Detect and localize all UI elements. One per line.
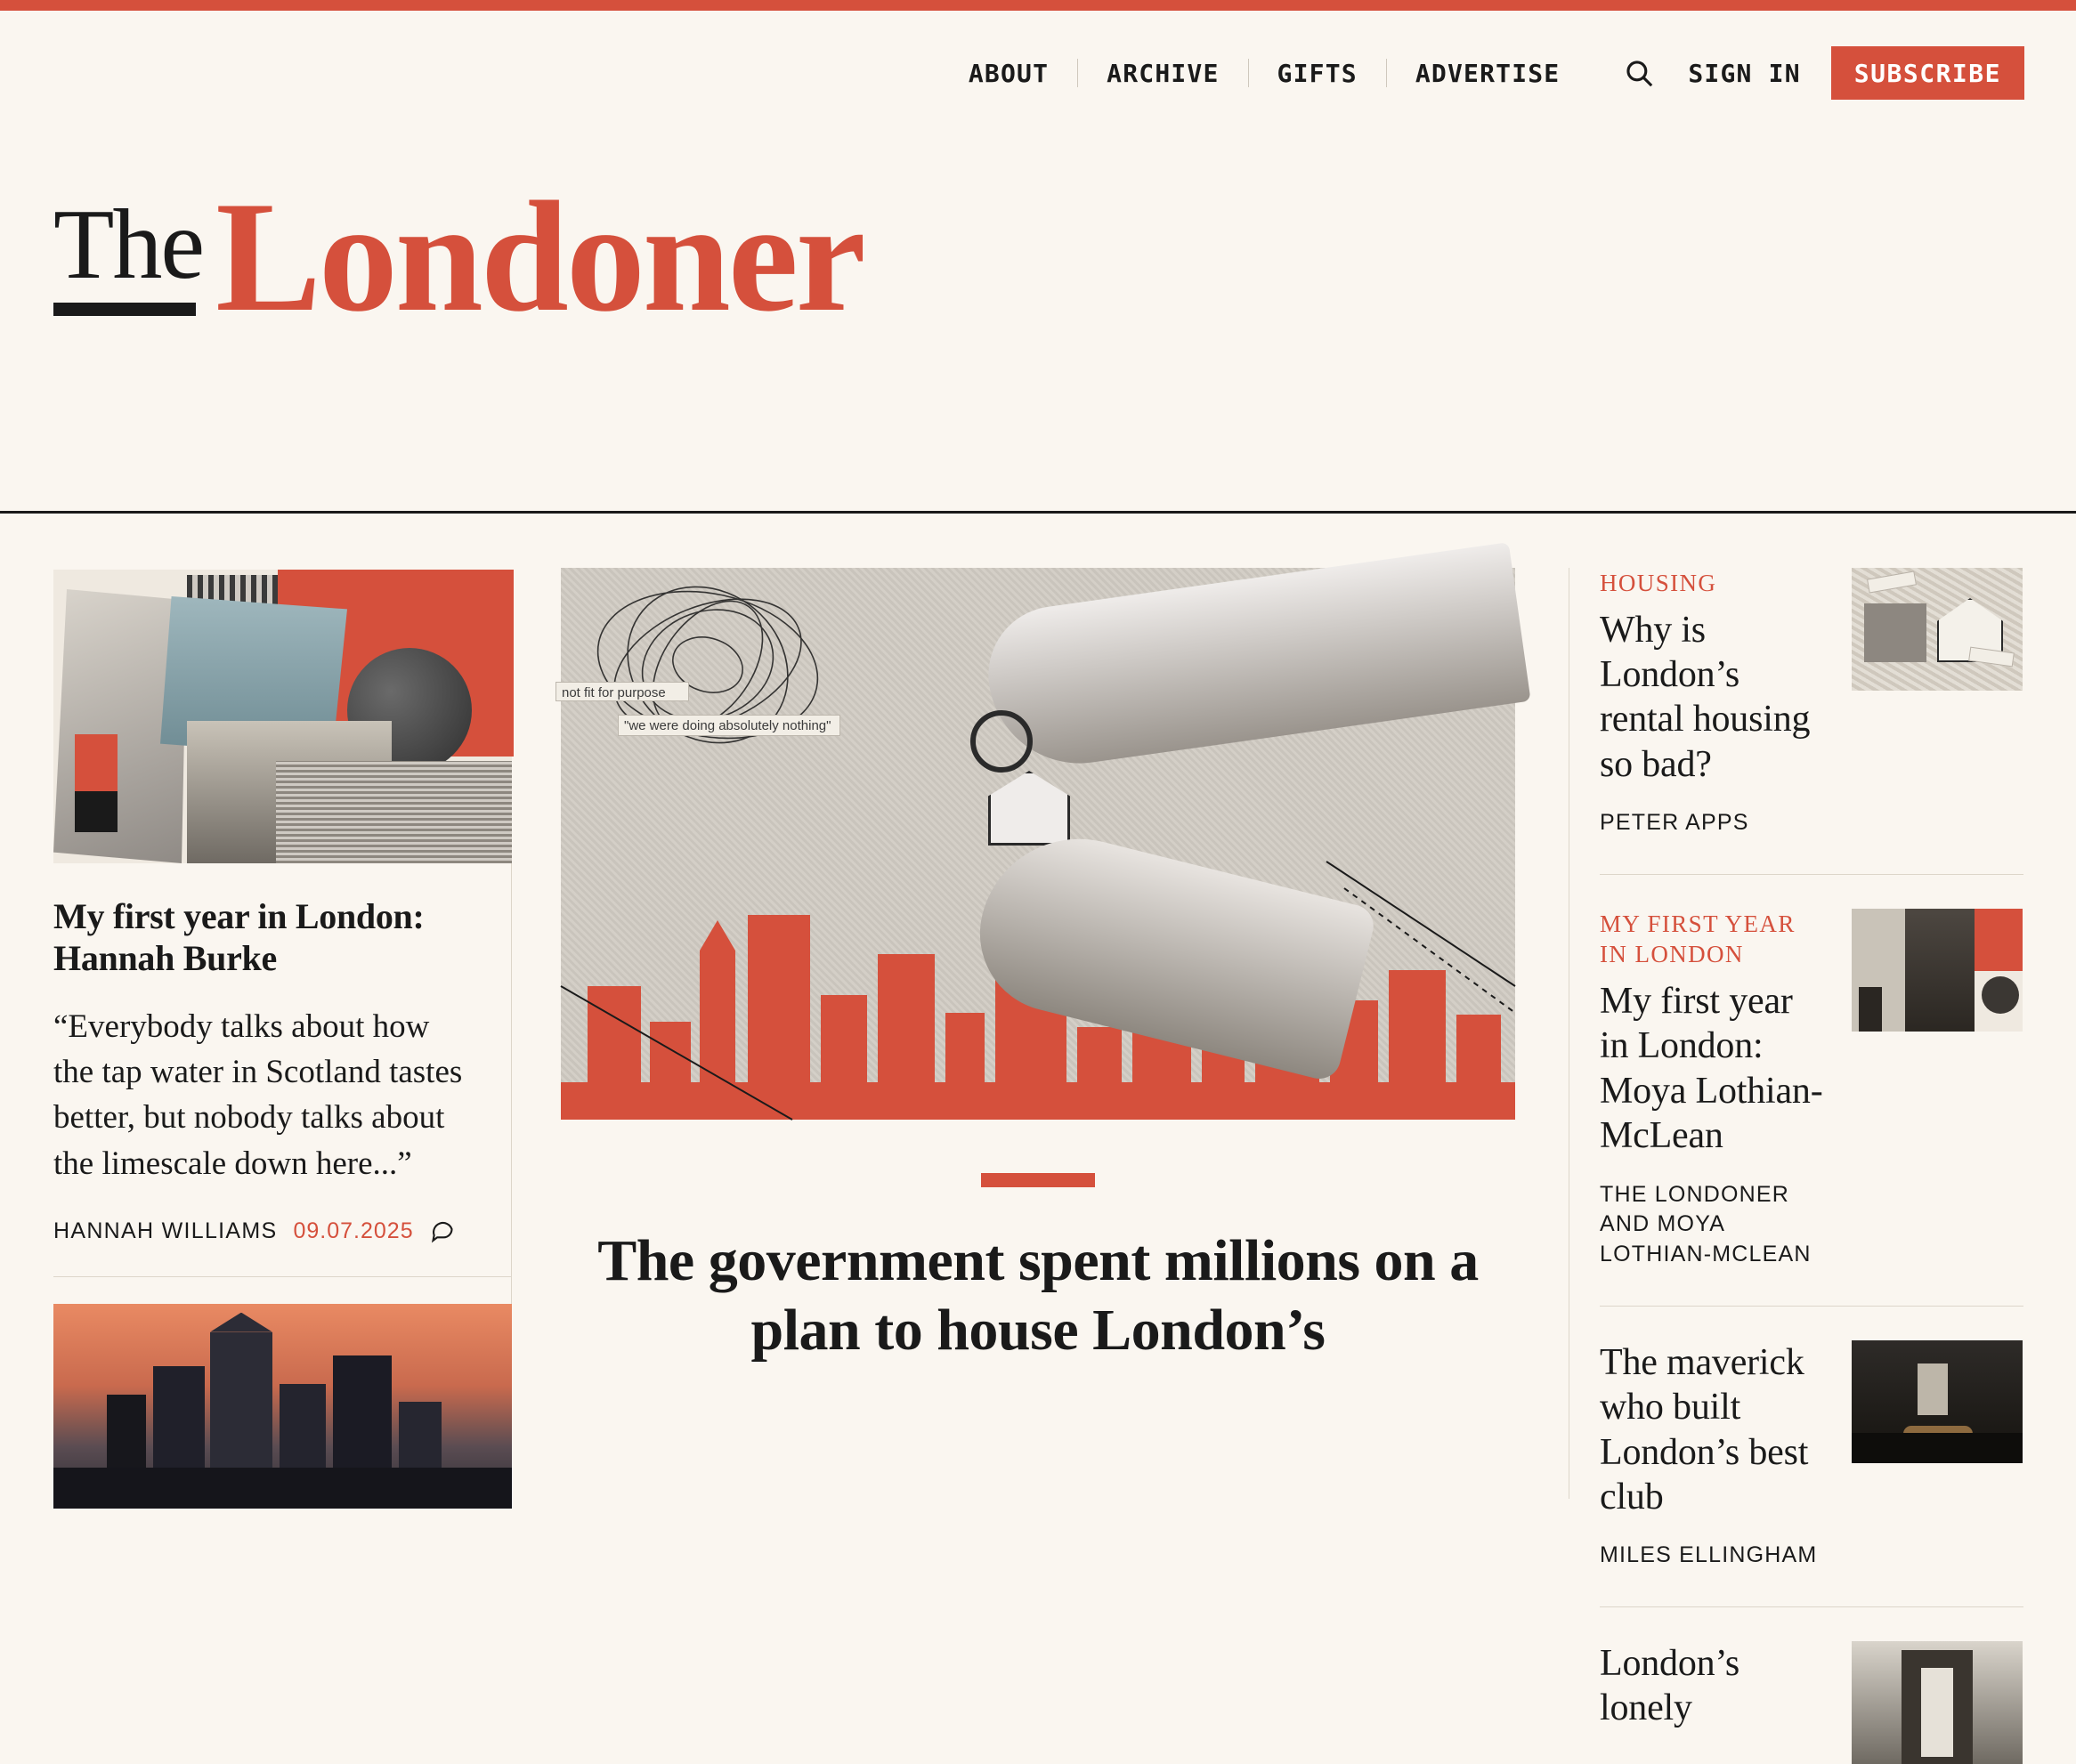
side-article-thumbnail[interactable] [1852, 1340, 2023, 1463]
skyline-base [53, 1468, 512, 1509]
side-article-kicker: HOUSING [1600, 570, 1717, 596]
lead-article-excerpt: “Everybody talks about how the tap water in Scotland tastes better, but nobody talks about the limescale down here...” [53, 1008, 463, 1182]
side-article-text [1600, 1641, 1830, 1764]
side-divider [1600, 1306, 2023, 1307]
side-article-author: MILES ELLINGHAM [1600, 1542, 1818, 1568]
side-article-2[interactable] [1569, 909, 2023, 1270]
side-divider [1600, 874, 2023, 875]
lead-article-title[interactable]: My first year in London: Hannah Burke [53, 896, 425, 979]
left-column-divider [53, 1276, 512, 1277]
lead-article-date: 09.07.2025 [293, 1218, 414, 1243]
nav-item-advertise[interactable]: ADVERTISE [1415, 58, 1561, 88]
site-header [0, 11, 2076, 514]
side-article-3[interactable] [1569, 1340, 2023, 1571]
collage-shape-skyline [276, 761, 512, 863]
content-grid [0, 516, 2076, 1729]
side-article-thumbnail[interactable] [1852, 1641, 2023, 1764]
side-article-1[interactable] [1569, 568, 2023, 838]
middle-column [561, 568, 1515, 1365]
lead-article-author: HANNAH WILLIAMS [53, 1218, 278, 1243]
nav-item-archive[interactable]: ARCHIVE [1107, 58, 1220, 88]
hero-note-2: "we were doing absolutely nothing" [618, 715, 840, 736]
collage-shape-guard [75, 734, 118, 832]
search-icon[interactable] [1588, 58, 1679, 88]
hero-headline[interactable]: The government spent millions on a plan to house London’s [597, 1228, 1479, 1363]
masthead-logo[interactable] [53, 168, 864, 344]
main-navigation [940, 46, 2024, 100]
side-article-title[interactable]: My first year in London: Moya Lothian-McLean [1600, 980, 1823, 1157]
side-article-title[interactable]: The maverick who built London’s best club [1600, 1341, 1809, 1517]
masthead-the: The [53, 190, 204, 300]
hero-article-image[interactable] [561, 568, 1515, 1120]
side-article-author: PETER APPS [1600, 810, 1749, 836]
left-column [53, 570, 512, 1501]
skyline-tower-top [210, 1313, 272, 1332]
lead-article-byline-row [53, 1217, 475, 1246]
side-article-thumbnail[interactable] [1852, 568, 2023, 691]
masthead-the-block [53, 184, 203, 316]
side-article-title[interactable]: Why is London’s rental housing so bad? [1600, 609, 1811, 785]
side-divider [1600, 1606, 2023, 1607]
second-article-image[interactable] [53, 1304, 512, 1509]
hero-diagonals [561, 568, 1515, 1120]
side-article-kicker: MY FIRST YEAR IN LONDON [1600, 910, 1796, 968]
hero-divider-dash [981, 1173, 1095, 1187]
lead-article-image[interactable] [53, 570, 512, 863]
subscribe-button[interactable]: SUBSCRIBE [1831, 46, 2024, 100]
side-article-thumbnail[interactable] [1852, 909, 2023, 1032]
top-accent-bar [0, 0, 2076, 11]
hero-note-1: not fit for purpose [555, 682, 689, 701]
side-article-title[interactable]: London’s lonely [1600, 1643, 1740, 1729]
side-article-text [1600, 568, 1830, 838]
masthead-londoner: Londoner [215, 168, 864, 344]
comment-icon[interactable] [430, 1217, 455, 1246]
side-article-author: THE LONDONER AND MOYA LOTHIAN-MCLEAN [1600, 1181, 1812, 1267]
sign-in-link[interactable]: SIGN IN [1688, 58, 1801, 88]
side-article-text [1600, 909, 1830, 1270]
masthead-rule [53, 303, 196, 316]
nav-item-gifts[interactable]: GIFTS [1277, 58, 1358, 88]
side-article-4[interactable] [1569, 1641, 2023, 1764]
right-column [1569, 568, 2023, 1729]
nav-item-about[interactable]: ABOUT [968, 58, 1050, 88]
side-article-text [1600, 1340, 1830, 1571]
